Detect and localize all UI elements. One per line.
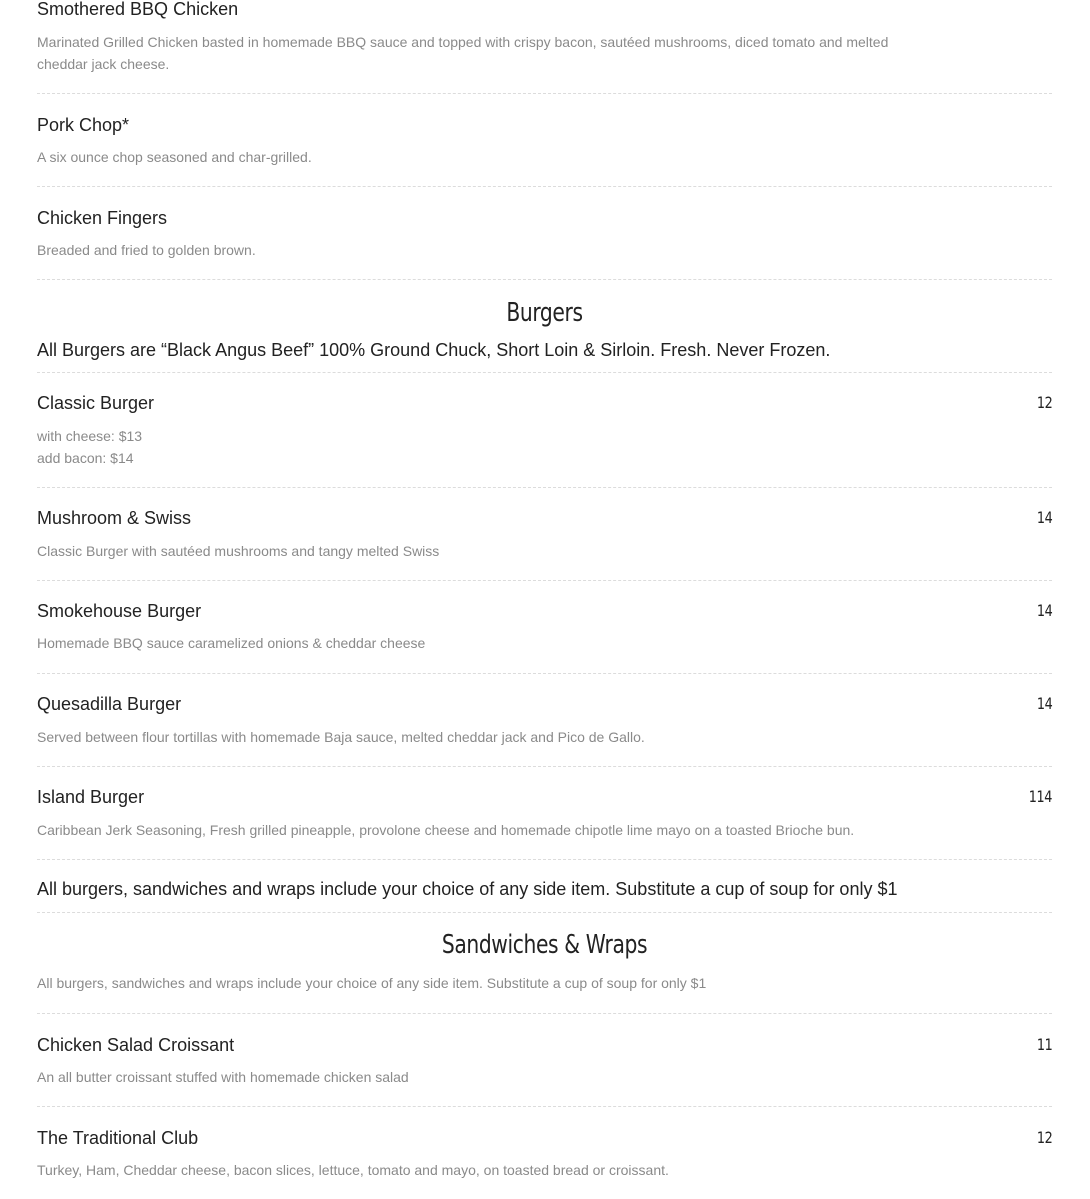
menu-item-description-line: cheddar jack cheese.: [37, 56, 170, 72]
menu-list: [37, 0, 1052, 1199]
section-title-sandwiches: Sandwiches & Wraps: [441, 930, 648, 960]
menu-item-description: Homemade BBQ sauce caramelized onions & cheddar cheese: [37, 635, 426, 651]
menu-item-description: Classic Burger with sautéed mushrooms and tangy melted Swiss: [37, 543, 440, 559]
burgers-section-header: [37, 280, 1052, 373]
menu-item-chicken-fingers: [37, 187, 1052, 280]
menu-item-island-burger: [37, 767, 1052, 860]
sandwiches-section-header: [37, 913, 1052, 1014]
menu-item-price: 12: [1036, 1128, 1052, 1147]
burgers-side-item-note-text: All burgers, sandwiches and wraps include your choice of any side item. Substitute a cup of soup for only $1: [37, 879, 898, 899]
menu-item-name: Island Burger: [37, 787, 145, 807]
menu-item-description: An all butter croissant stuffed with homemade chicken salad: [37, 1069, 409, 1085]
menu-item-description: [37, 31, 937, 75]
menu-item-description: A six ounce chop seasoned and char-grilled.: [37, 149, 312, 165]
menu-item-description: Caribbean Jerk Seasoning, Fresh grilled pineapple, provolone cheese and homemade chipotle lime mayo on a toasted Brioche bun.: [37, 822, 855, 838]
menu-item-description: [37, 425, 142, 469]
menu-item-price: 12: [1036, 393, 1052, 412]
menu-item-name: Mushroom & Swiss: [37, 508, 192, 528]
menu-item-name: Quesadilla Burger: [37, 694, 182, 714]
menu-item-traditional-club: [37, 1107, 1052, 1199]
menu-item-pork-chop: [37, 94, 1052, 187]
section-title-burgers: Burgers: [506, 298, 583, 328]
menu-item-name: Chicken Fingers: [37, 208, 168, 228]
menu-item-quesadilla-burger: [37, 674, 1052, 767]
menu-item-smothered-bbq-chicken: [37, 0, 1052, 94]
menu-item-name: Pork Chop*: [37, 115, 130, 135]
menu-item-price: 14: [1036, 508, 1052, 527]
menu-item-description-line: Marinated Grilled Chicken basted in homemade BBQ sauce and topped with crispy bacon, sautéed mushrooms, diced tomato and melted: [37, 34, 889, 50]
menu-item-description: Served between flour tortillas with homemade Baja sauce, melted cheddar jack and Pico de Gallo.: [37, 729, 645, 745]
burgers-intro: All Burgers are “Black Angus Beef” 100% Ground Chuck, Short Loin & Sirloin. Fresh. Never Frozen.: [37, 340, 831, 360]
menu-item-smokehouse-burger: [37, 581, 1052, 674]
burgers-side-item-note: [37, 860, 1052, 913]
menu-item-name: Classic Burger: [37, 393, 155, 413]
menu-item-price: 114: [1028, 787, 1052, 806]
sandwiches-intro: All burgers, sandwiches and wraps include your choice of any side item. Substitute a cup of soup for only $1: [37, 975, 707, 991]
menu-item-description: Turkey, Ham, Cheddar cheese, bacon slices, lettuce, tomato and mayo, on toasted bread or croissant.: [37, 1162, 669, 1178]
menu-item-price: 11: [1036, 1035, 1052, 1054]
menu-item-description-line: with cheese: $13: [37, 428, 143, 444]
menu-item-chicken-salad-croissant: [37, 1014, 1052, 1107]
menu-item-name: Chicken Salad Croissant: [37, 1035, 235, 1055]
menu-item-mushroom-swiss: [37, 488, 1052, 581]
menu-item-description-line: add bacon: $14: [37, 450, 134, 466]
menu-item-name: The Traditional Club: [37, 1128, 199, 1148]
menu-item-name: Smothered BBQ Chicken: [37, 0, 239, 19]
menu-item-name: Smokehouse Burger: [37, 601, 202, 621]
menu-item-price: 14: [1036, 601, 1052, 620]
menu-item-description: Breaded and fried to golden brown.: [37, 242, 256, 258]
menu-item-price: 14: [1036, 694, 1052, 713]
menu-item-classic-burger: [37, 373, 1052, 488]
